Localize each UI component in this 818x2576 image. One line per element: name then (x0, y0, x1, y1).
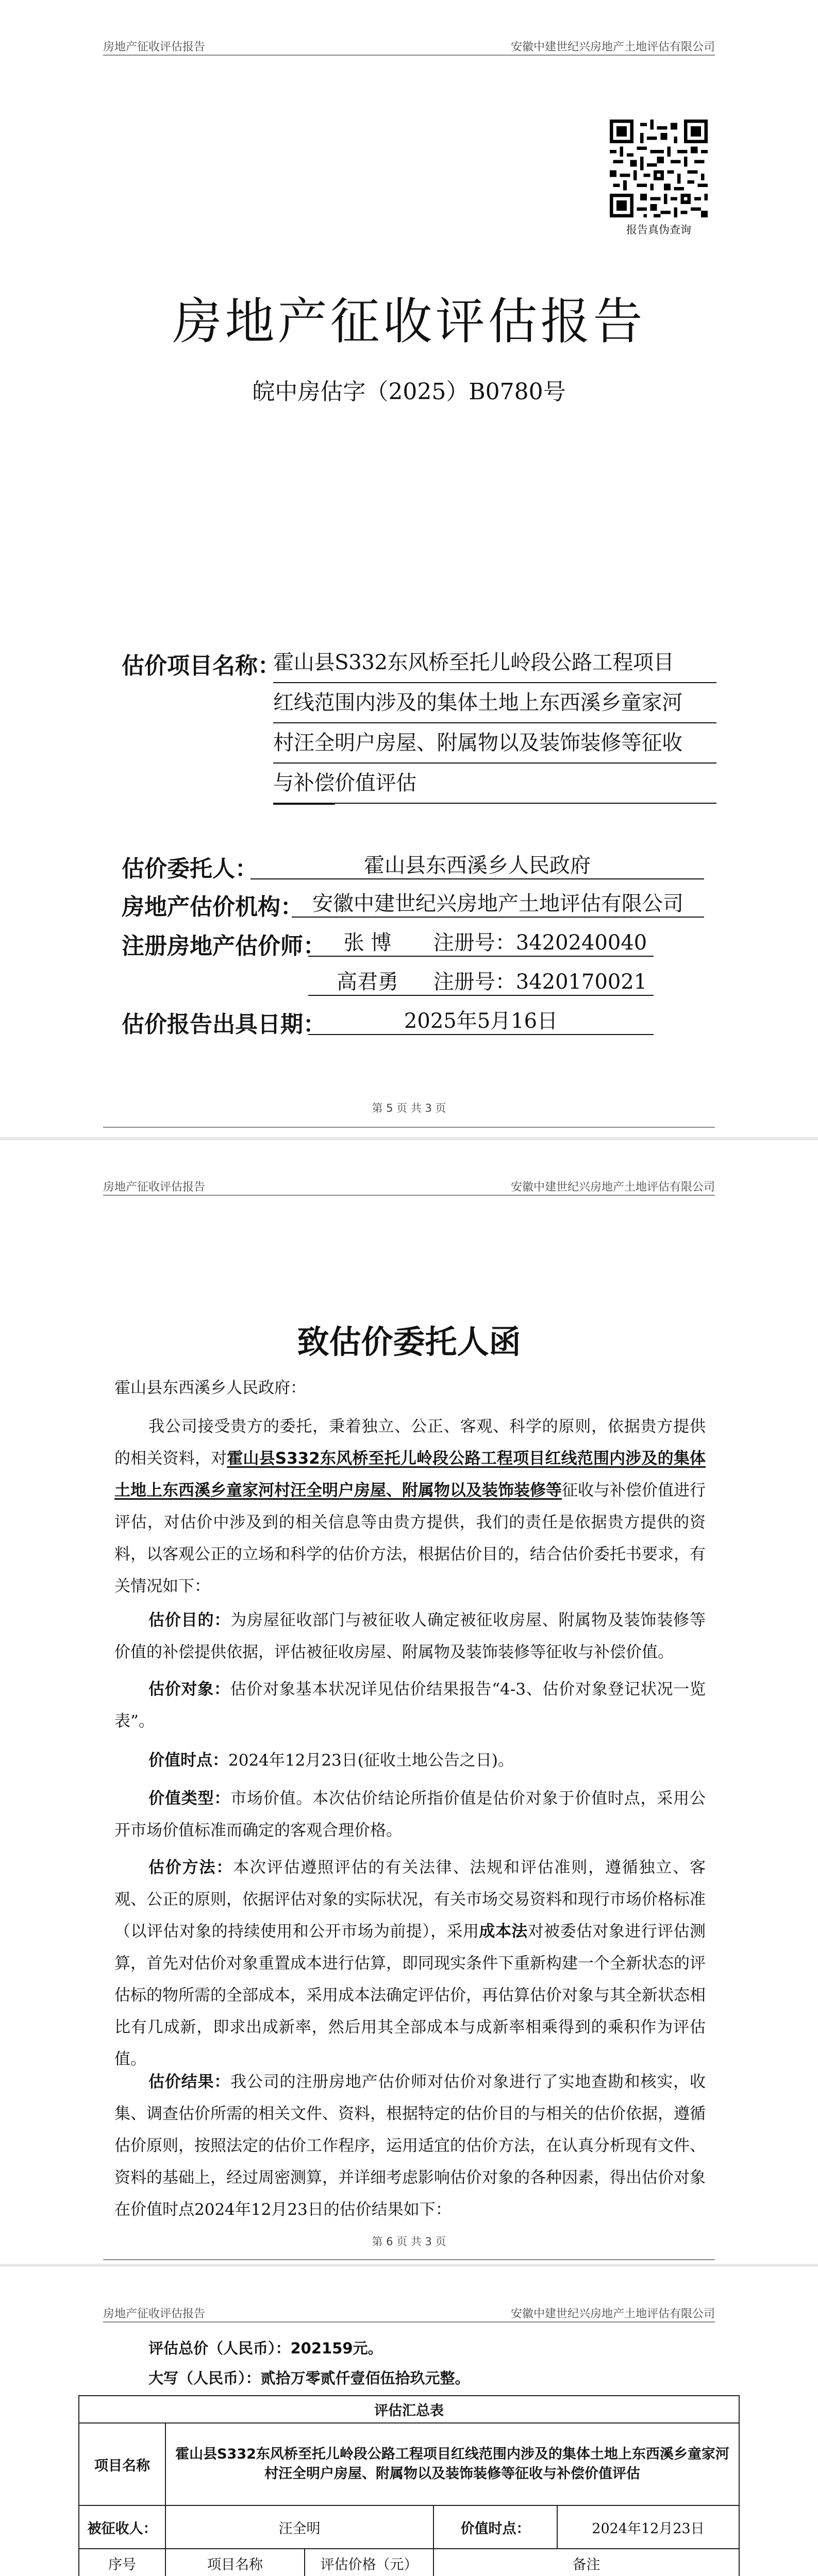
project-line: 红线范围内涉及的集体土地上东西溪乡童家河 (273, 683, 716, 723)
method-paragraph (114, 1852, 706, 2075)
cover-page (0, 0, 818, 1137)
project-line (273, 804, 335, 805)
project-label: 估价项目名称： (122, 653, 280, 679)
agency-label: 房地产估价机构： (122, 894, 303, 920)
result-paragraph (114, 2066, 706, 2226)
appraiser-reg: 注册号：3420170021 (427, 965, 654, 996)
page-number: 第 6 页 共 3 页 (372, 2235, 446, 2248)
header-right: 安徽中建世纪兴房地产土地评估有限公司 (510, 1181, 715, 1194)
header-right: 安徽中建世纪兴房地产土地评估有限公司 (510, 41, 715, 54)
result-label: 估价结果： (148, 2073, 231, 2091)
total-amount-uppercase: 大写（人民币）：贰拾万零贰仟壹佰伍拾玖元整。 (148, 2369, 470, 2387)
method-text: 本次评估遵照评估的有关法律、法规和评估准则，遵循独立、客观、公正的原则，依据评估对象的实际状况，有关市场交易资料和现行市场价格标准（以评估对象的持续使用和公开市场为前提），采用 (114, 1858, 706, 1941)
type-text: 市场价值。本次估价结论所指价值是估价对象于价值时点，采用公开市场价值标准而确定的客观合理价格。 (114, 1789, 706, 1840)
project-line: 与补偿价值评估 (273, 764, 716, 804)
type-paragraph (114, 1783, 706, 1846)
project-label-cell: 项目名称 (79, 2423, 165, 2505)
result-text: 我公司的注册房地产估价师对估价对象进行了实地查勘和核实，收集、调查估价所需的相关文件、资料，根据特定的估价目的与相关的估价依据，遵循估价原则，按照法定的估价工作程序，运用适宜的估价方法，在认真分析现有文件、资料的基础上，经过周密测算，并详细考虑影响估价对象的各种因素，得出估价对象在价值时点2024年12月23日的估价结果如下： (114, 2073, 706, 2219)
intro-paragraph (114, 1411, 706, 1602)
project-ref: 霍山县S332东风桥至托儿岭段公路工程项目红线范围内涉及的集体土地上东西溪乡童家河村汪全明户房屋、附属物以及装饰装修等 (114, 1449, 706, 1500)
summary-table (78, 2395, 740, 2576)
appraiser-reg: 注册号：3420240040 (427, 926, 654, 957)
document-number: 皖中房估字（2025）B0780号 (252, 379, 566, 405)
project-name (273, 643, 716, 805)
appraiser-label: 注册房地产估价师： (122, 933, 326, 959)
method-text: 对被委估对象进行评估测算，首先对估价对象重置成本进行估算，即同现实条件下重新构建一个全新状态的评估标的物所需的全部成本，采用成本法确定评估价，再估算估价对象与其全新状态相比有几成新，即求出成新率，然后用其全部成本与成新率相乘得到的乘积作为评估值。 (114, 1922, 706, 2069)
footer-divider (103, 2259, 715, 2260)
column-header: 备注 (433, 2549, 739, 2576)
method-emphasis: 成本法 (479, 1922, 528, 1941)
time-text: 2024年12月23日(征收土地公告之日)。 (228, 1751, 514, 1770)
letter-title: 致估价委托人函 (297, 1323, 521, 1361)
agency-value: 安徽中建世纪兴房地产土地评估有限公司 (292, 887, 704, 918)
client-value: 霍山县东西溪乡人民政府 (251, 849, 704, 879)
time-value: 2024年12月23日 (557, 2505, 739, 2549)
purpose-label: 估价目的： (148, 1611, 231, 1630)
header-left: 房地产征收评估报告 (103, 2308, 206, 2320)
header-left: 房地产征收评估报告 (103, 1181, 206, 1194)
column-header: 评估价格（元） (305, 2549, 433, 2576)
type-label: 价值类型： (148, 1789, 231, 1808)
date-label: 估价报告出具日期： (122, 1011, 326, 1038)
intro-text: 征收与补偿价值进行评估，对估价中涉及到的相关信息等由贵方提供，我们的责任是依据贵方提供的资料，以客观公正的立场和科学的估价方法，根据估价目的，结合估价委托书要求，有关情况如下： (114, 1481, 706, 1596)
column-header: 序号 (79, 2549, 165, 2576)
page-header (103, 35, 715, 56)
project-line: 霍山县S332东风桥至托儿岭段公路工程项目 (273, 643, 716, 683)
report-title: 房地产征收评估报告 (172, 293, 646, 350)
page-header (103, 1175, 715, 1196)
project-line: 村汪全明户房屋、附属物以及装饰装修等征收 (273, 723, 716, 764)
owner-value: 汪全明 (165, 2505, 433, 2549)
total-amount: 评估总价（人民币）：202159元。 (148, 2340, 383, 2357)
header-left: 房地产征收评估报告 (103, 41, 206, 54)
object-label: 估价对象： (148, 1680, 230, 1699)
table-title: 评估汇总表 (79, 2396, 739, 2423)
client-label: 估价委托人： (122, 856, 258, 882)
appraiser-name: 高君勇 (308, 965, 427, 996)
page-header (103, 2302, 715, 2323)
method-label: 估价方法： (148, 1858, 233, 1877)
qr-caption: 报告真伪查询 (626, 224, 691, 236)
object-paragraph (114, 1673, 706, 1737)
date-value: 2025年5月16日 (308, 1005, 654, 1035)
intro-text: 我公司接受贵方的委托，秉着独立、公正、客观、科学的原则，依据贵方提供的相关资料，对 (114, 1417, 706, 1468)
time-label: 价值时点： (148, 1751, 228, 1770)
appraiser-name: 张 博 (308, 926, 427, 957)
purpose-text: 为房屋征收部门与被征收人确定被征收房屋、附属物及装饰装修等价值的补偿提供依据，评估被征收房屋、附属物及装饰装修等征收与补偿价值。 (114, 1611, 706, 1662)
time-paragraph (114, 1744, 706, 1776)
object-text: 估价对象基本状况详见估价结果报告“4-3、估价对象登记状况一览表”。 (114, 1680, 706, 1731)
column-header: 项目名称 (165, 2549, 305, 2576)
header-right: 安徽中建世纪兴房地产土地评估有限公司 (510, 2308, 715, 2320)
project-name-cell: 霍山县S332东风桥至托儿岭段公路工程项目红线范围内涉及的集体土地上东西溪乡童家河村汪全明户房屋、附属物以及装饰装修等征收与补偿价值评估 (165, 2423, 739, 2505)
footer-divider (103, 1127, 715, 1128)
time-label: 价值时点： (433, 2505, 557, 2549)
salutation: 霍山县东西溪乡人民政府： (114, 1379, 306, 1397)
qr-code[interactable] (610, 120, 708, 217)
owner-label: 被征收人： (79, 2505, 165, 2549)
purpose-paragraph (114, 1604, 706, 1668)
page-number: 第 5 页 共 3 页 (372, 1102, 446, 1114)
